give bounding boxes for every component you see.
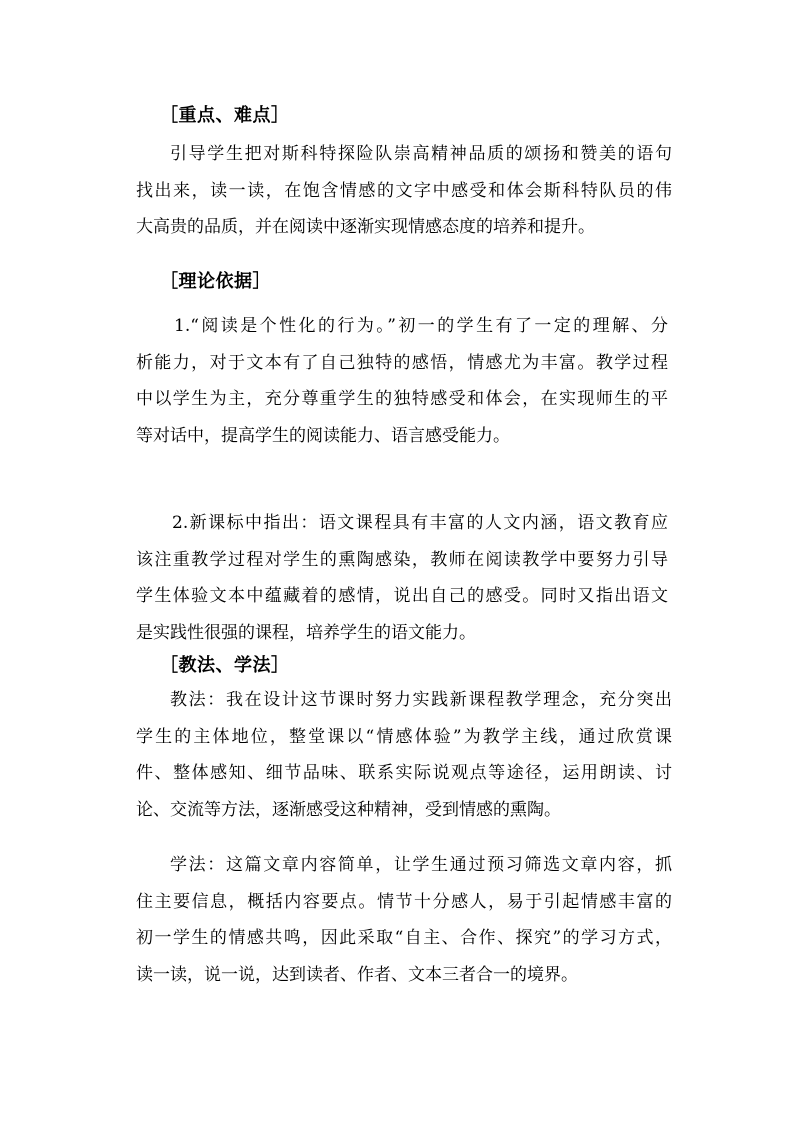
- paragraph-theory-1: [136, 308, 668, 454]
- paragraph-key-points: [136, 136, 672, 246]
- text-line: 等对话中，提高学生的阅读能力、语言感受能力。: [136, 425, 510, 446]
- text-line: 住主要信息，概括内容要点。情节十分感人，易于引起情感丰富的: [136, 891, 672, 912]
- text-line: 析能力，对于文本有了自己独特的感悟，情感尤为丰富。教学过程: [136, 352, 668, 373]
- text-line: 论、交流等方法，逐渐感受这种精神，受到情感的熏陶。: [136, 799, 561, 820]
- text-line: 学法：这篇文章内容简单，让学生通过预习筛选文章内容，抓: [170, 855, 672, 875]
- text-line: 读一读，说一说，达到读者、作者、文本三者合一的境界。: [136, 964, 578, 985]
- text-line: 1.“阅读是个性化的行为。”初一的学生有了一定的理解、分: [174, 316, 668, 336]
- text-line: 引导学生把对斯科特探险队崇高精神品质的颂扬和赞美的语句: [170, 144, 672, 164]
- text-line: 学生体验文本中蕴藏着的感情，说出自己的感受。同时又指出语文: [136, 586, 668, 606]
- paragraph-theory-2: [136, 505, 668, 651]
- heading-theory: ［理论依据］: [160, 271, 271, 292]
- text-line: 教法：我在设计这节课时努力实践新课程教学理念，充分突出: [170, 690, 672, 710]
- paragraph-learning-method: [136, 847, 672, 993]
- text-line: 2.新课标中指出：语文课程具有丰富的人文内涵，语文教育应: [172, 513, 668, 533]
- text-line: 找出来，读一读，在饱含情感的文字中感受和体会斯科特队员的伟: [136, 180, 672, 201]
- text-line: 该注重教学过程对学生的熏陶感染，教师在阅读教学中要努力引导: [136, 549, 668, 570]
- heading-methods: ［教法、学法］: [160, 655, 290, 676]
- text-line: 是实践性很强的课程，培养学生的语文能力。: [136, 622, 476, 643]
- text-line: 中以学生为主，充分尊重学生的独特感受和体会，在实现师生的平: [136, 389, 668, 409]
- heading-key-points: ［重点、难点］: [160, 105, 290, 126]
- text-line: 初一学生的情感共鸣，因此采取“自主、合作、探究”的学习方式，: [136, 928, 672, 948]
- text-line: 大高贵的品质，并在阅读中逐渐实现情感态度的培养和提升。: [136, 217, 595, 237]
- text-line: 学生的主体地位，整堂课以“情感体验”为教学主线，通过欣赏课: [136, 726, 672, 747]
- paragraph-teaching-method: [136, 682, 672, 828]
- text-line: 件、整体感知、细节品味、联系实际说观点等途径，运用朗读、讨: [136, 763, 672, 783]
